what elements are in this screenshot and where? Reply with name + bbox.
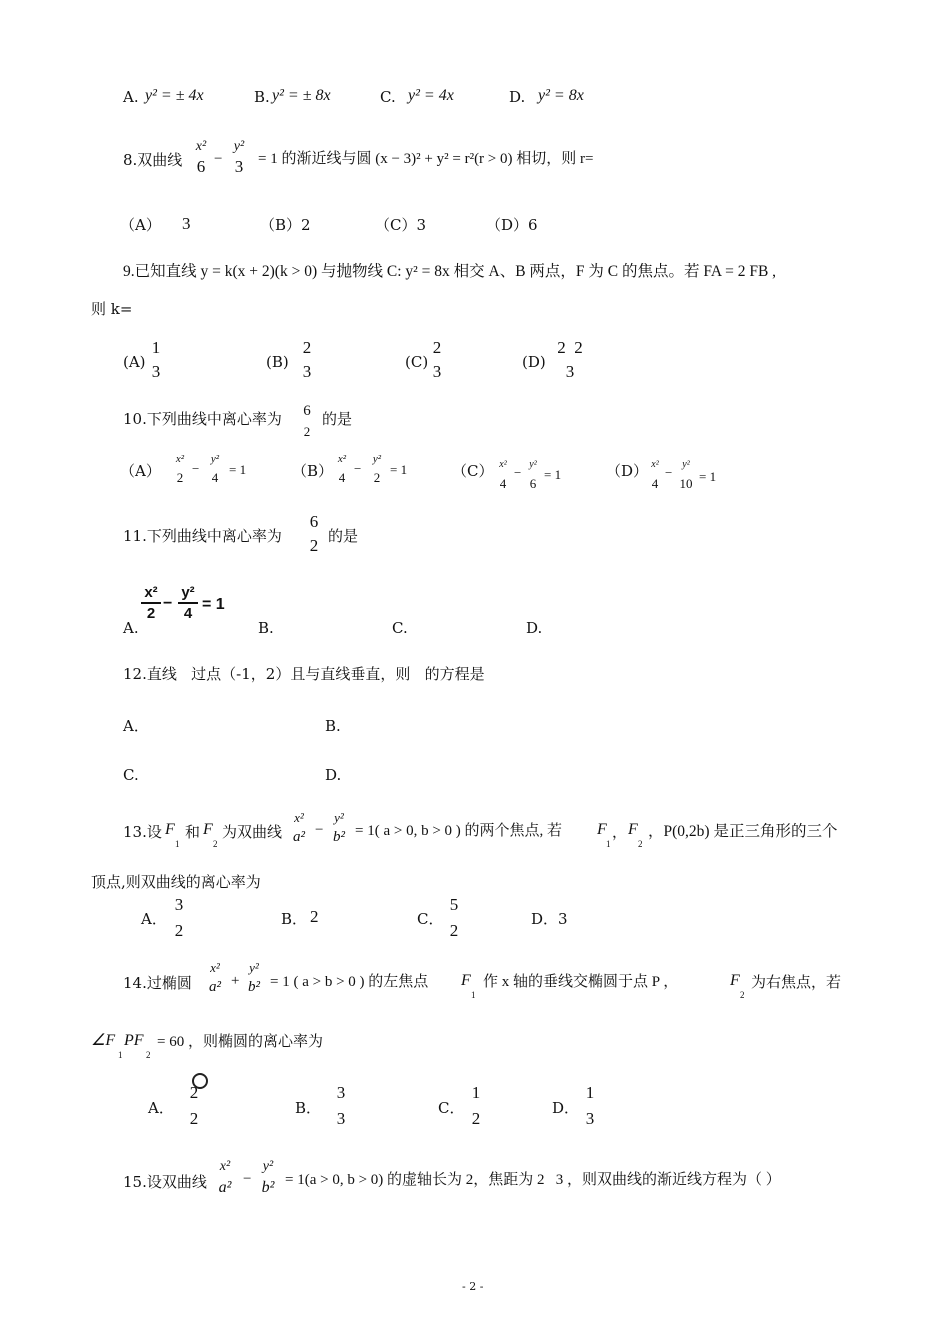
q13-is: 为双曲线 xyxy=(222,823,283,841)
q13-option-c-fraction: 5 2 xyxy=(449,895,459,940)
q14-option-c-fraction: 1 2 xyxy=(471,1083,481,1128)
q8-minus-sign: − xyxy=(214,151,223,167)
q14-option-a-fraction: 2 2 xyxy=(189,1083,199,1128)
q13-focus-f2-sub: 2 xyxy=(213,839,218,849)
q12-option-d: D. xyxy=(325,766,342,784)
q7-option-d-expr: y² = 8x xyxy=(538,87,584,104)
q15-number: 15.设双曲线 xyxy=(123,1173,207,1191)
q14-condition: = 1 ( a > b > 0 ) 的左焦点 xyxy=(270,974,429,990)
q11-image-frac2: y² 4 xyxy=(178,585,198,621)
q10-option-d-label: （D） xyxy=(606,462,649,480)
q7-option-c-expr: y² = 4x xyxy=(408,87,454,104)
q10-option-a-label: （A） xyxy=(120,462,161,480)
q8-option-d: （D）6 xyxy=(486,216,538,234)
q10-option-b-eq: = 1 xyxy=(390,462,408,477)
q10-option-a-eq: = 1 xyxy=(229,462,247,477)
q10-option-c-minus: − xyxy=(514,465,522,480)
q11-image-eq: = 1 xyxy=(202,596,225,613)
q10-option-a-frac2: y² 4 xyxy=(210,453,220,485)
q11-option-a: A. xyxy=(123,619,139,637)
q14-focus-f2: F xyxy=(730,972,740,989)
q9-option-a-fraction: 1 3 xyxy=(151,338,161,381)
q8-option-c: （C）3 xyxy=(375,216,427,234)
q12-option-c: C. xyxy=(123,766,139,784)
q11-option-c: C. xyxy=(392,619,408,637)
q10-stem: 10.下列曲线中离心率为 xyxy=(123,410,282,428)
q15-fraction-x: x² a² xyxy=(218,1159,232,1196)
q9-option-d-label: (D) xyxy=(522,353,546,371)
q13-option-d: D．3 xyxy=(531,910,568,928)
q13-and: 和 xyxy=(185,823,201,841)
q13-option-a-label: A． xyxy=(141,910,167,928)
q10-option-d-frac1: x² 4 xyxy=(651,459,659,491)
q10-stem-end: 的是 xyxy=(322,410,353,428)
q13-fraction-y: y² b² xyxy=(333,810,345,845)
q15-fraction-y: y² b² xyxy=(261,1159,275,1196)
q10-option-b-minus: − xyxy=(354,461,362,476)
q14-angle-sub1: 1 xyxy=(118,1050,123,1060)
q7-option-a-expr: y² = ± 4x xyxy=(145,87,204,104)
q10-option-a-minus: − xyxy=(192,461,200,476)
q10-option-d-minus: − xyxy=(665,465,673,480)
q13-tail: ，P(0,2b) 是正三角形的三个 xyxy=(648,823,838,840)
q11-image-minus: − xyxy=(163,595,173,612)
q12-stem: 12.直线 过点（-1，2）且与直线垂直，则 的方程是 xyxy=(123,665,485,683)
q14-angle: ∠F xyxy=(91,1032,116,1049)
q9-option-b-label: (B) xyxy=(266,353,289,371)
q11-option-b: B. xyxy=(258,619,274,637)
q9-option-b-fraction: 2 3 xyxy=(302,338,312,381)
q13-f2-sub: 2 xyxy=(638,839,643,849)
q10-option-c-eq: = 1 xyxy=(544,467,562,482)
q13-f1-sub: 1 xyxy=(606,839,611,849)
q9-option-a-label: (A) xyxy=(123,353,146,371)
q14-angle-value: = 60 ，则椭圆的离心率为 xyxy=(157,1034,323,1050)
q14-middle: 作 x 轴的垂线交椭圆于点 P ， xyxy=(483,974,679,990)
q9-option-d-fraction: 2 2 3 xyxy=(557,338,583,381)
q11-stem-end: 的是 xyxy=(328,527,359,545)
q13-condition: = 1( a > 0, b > 0 ) 的两个焦点, 若 xyxy=(355,823,563,839)
q8-number: 8.双曲线 xyxy=(123,151,183,169)
q13-focus-f2: F xyxy=(203,821,213,838)
q14-angle-sub2: 2 xyxy=(146,1050,151,1060)
q10-option-a-frac1: x² 2 xyxy=(175,453,185,485)
q13-f1: F xyxy=(597,821,607,838)
q14-focus-f1-sub: 1 xyxy=(471,990,476,1000)
q8-fraction-y: y² 3 xyxy=(233,139,245,176)
q9-stem-line1: 9.已知直线 y = k(x + 2)(k > 0) 与抛物线 C: y² = 8x 相交 A、B 两点，F 为 C 的焦点。若 FA = 2 FB , xyxy=(123,263,777,280)
q13-f2: F xyxy=(628,821,638,838)
q10-option-d-eq: = 1 xyxy=(699,469,717,484)
q13-stem-line2: 顶点,则双曲线的离心率为 xyxy=(91,873,261,891)
q14-fraction-y: y² b² xyxy=(248,960,260,995)
q14-option-d-fraction: 1 3 xyxy=(585,1083,595,1128)
q7-option-b-expr: y² = ± 8x xyxy=(272,87,331,104)
q14-option-d-label: D． xyxy=(552,1099,580,1117)
q14-option-a-label: A． xyxy=(148,1099,174,1117)
q14-focus-f2-sub: 2 xyxy=(740,990,745,1000)
q13-fraction-x: x² a² xyxy=(293,810,305,845)
q10-option-c-label: （C） xyxy=(452,462,494,480)
q8-rest: = 1 的渐近线与圆 (x − 3)² + y² = r²(r > 0) 相切，则 r= xyxy=(258,151,594,167)
q14-option-b-fraction: 3 3 xyxy=(336,1083,346,1128)
q13-comma: ， xyxy=(612,823,628,841)
q7-option-b-label: B. xyxy=(254,88,270,106)
q13-option-a-fraction: 3 2 xyxy=(174,895,184,940)
q8-option-a: （A） xyxy=(120,216,161,234)
q13-focus-f1: F xyxy=(165,821,175,838)
q11-eccentricity-fraction: 6 2 xyxy=(309,512,319,555)
q12-option-a: A． xyxy=(123,717,149,735)
q14-tail: 为右焦点，若 xyxy=(751,973,842,991)
q11-stem: 11.下列曲线中离心率为 xyxy=(123,527,282,545)
q11-option-d: D. xyxy=(526,619,543,637)
q14-focus-f1: F xyxy=(461,972,471,989)
q14-plus: + xyxy=(231,973,240,989)
q12-option-b: B. xyxy=(325,717,341,735)
q7-option-a-label: A. xyxy=(123,88,139,106)
q9-option-c-fraction: 2 3 xyxy=(432,338,442,381)
q15-minus: − xyxy=(243,1171,252,1187)
q13-number: 13.设 xyxy=(123,823,162,841)
q10-eccentricity-fraction: 6 2 xyxy=(303,403,311,439)
q10-option-d-frac2: y² 10 xyxy=(679,459,693,491)
q13-minus: − xyxy=(315,822,324,838)
q13-option-c-label: C． xyxy=(417,910,444,928)
q14-number: 14.过椭圆 xyxy=(123,974,192,992)
q14-fraction-x: x² a² xyxy=(209,960,221,995)
q10-option-b-label: （B） xyxy=(292,462,334,480)
q10-option-c-frac2: y² 6 xyxy=(529,459,537,491)
q8-option-a-value: 3 xyxy=(182,214,191,233)
q9-stem-line2: 则 k= xyxy=(91,300,133,318)
q13-option-b-label: B． xyxy=(281,910,308,928)
q7-option-c-label: C. xyxy=(380,88,396,106)
q13-focus-f1-sub: 1 xyxy=(175,839,180,849)
q9-option-c-label: (C) xyxy=(405,353,429,371)
q11-image-frac1: x² 2 xyxy=(141,585,161,621)
q14-angle-pf: PF xyxy=(124,1032,144,1049)
q14-option-b-label: B． xyxy=(295,1099,322,1117)
q10-option-b-frac2: y² 2 xyxy=(372,453,382,485)
q13-option-b-value: 2 xyxy=(310,907,319,926)
page-number: - 2 - xyxy=(462,1280,484,1293)
q8-fraction-x: x² 6 xyxy=(195,139,207,176)
q8-option-b: （B）2 xyxy=(260,216,311,234)
q14-option-c-label: C． xyxy=(438,1099,465,1117)
q10-option-b-frac1: x² 4 xyxy=(337,453,347,485)
q15-rest: = 1(a > 0, b > 0) 的虚轴长为 2，焦距为 2 3 ，则双曲线的渐近线方程为（ ） xyxy=(285,1172,781,1188)
q7-option-d-label: D. xyxy=(509,88,526,106)
q10-option-c-frac1: x² 4 xyxy=(499,459,507,491)
